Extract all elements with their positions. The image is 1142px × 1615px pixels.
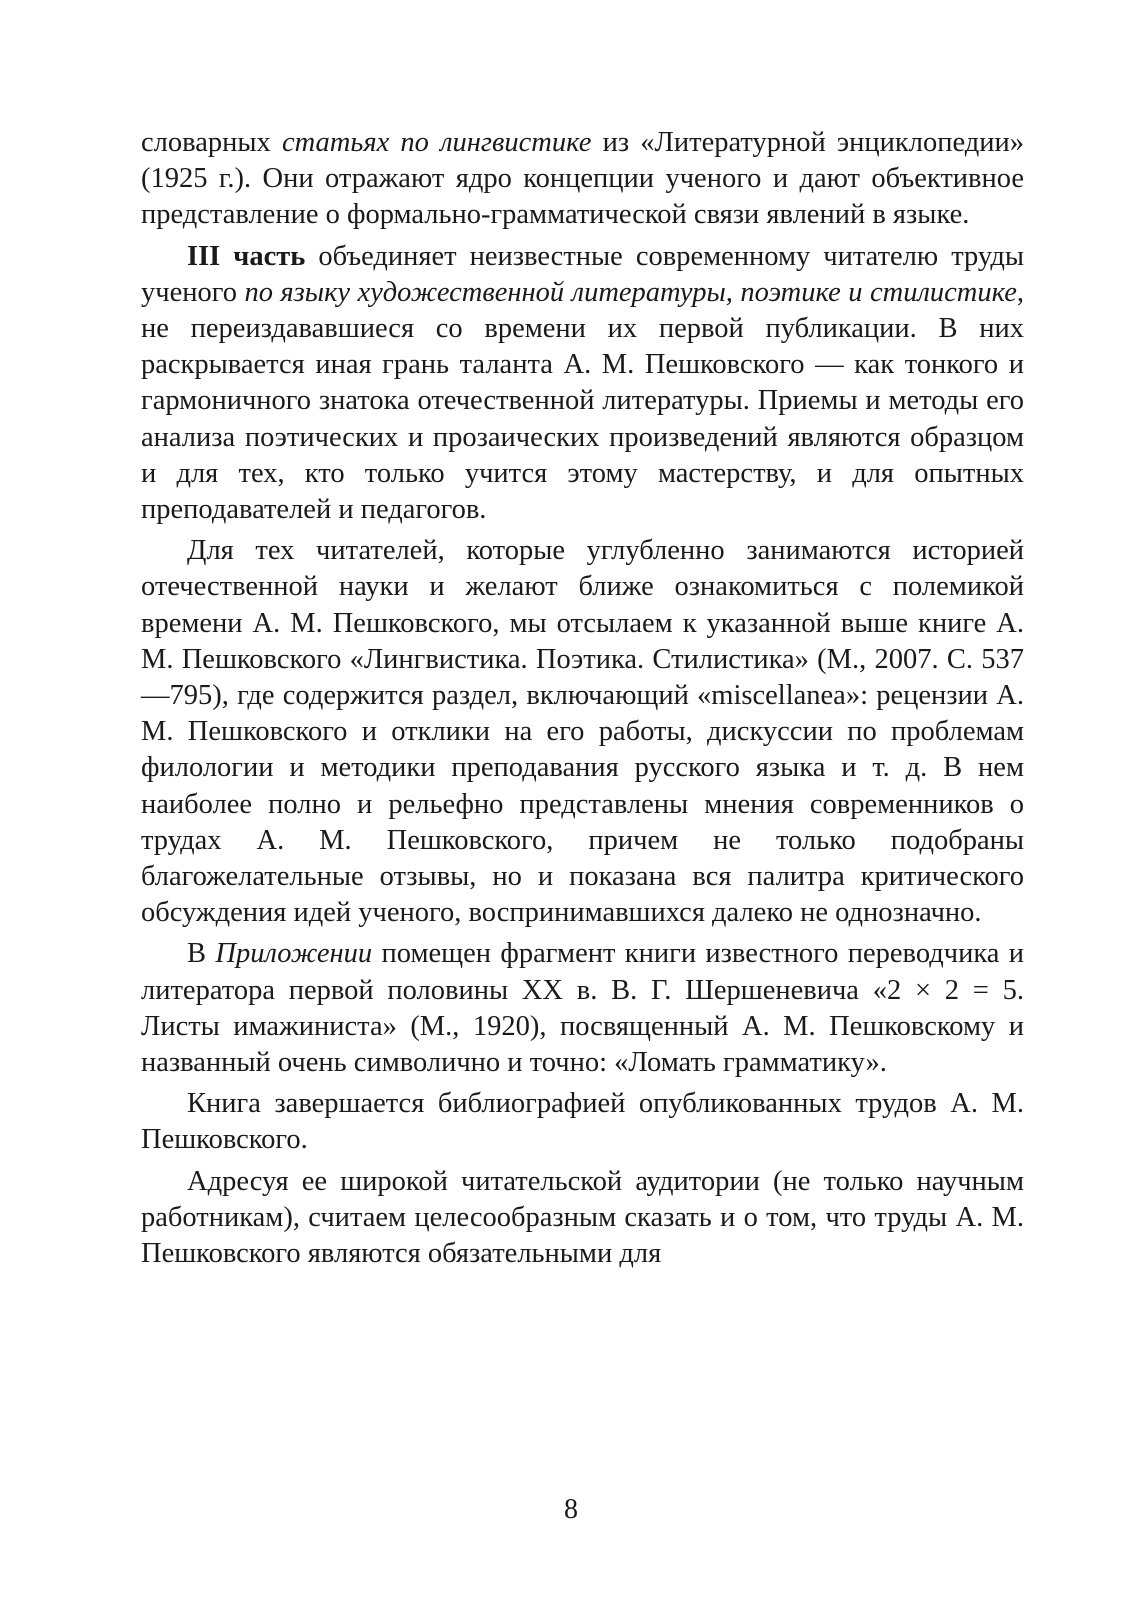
paragraph	[141, 1164, 1024, 1273]
italic-text: по языку художественной литературы, поэтике и стилистике	[244, 276, 1017, 308]
text-run: В	[187, 938, 216, 970]
bold-text: III часть	[187, 240, 306, 272]
text-run: объединяет неизвестные современному читателю труды ученого	[141, 240, 1024, 308]
paragraph	[141, 239, 1024, 529]
text-run: из «Литературной энциклопедии» (1925 г.). Они отражают ядро концепции ученого и дают объективное представление о формально-грамматической связи явлений в языке.	[141, 127, 1025, 231]
paragraph	[141, 936, 1024, 1081]
text-run: словарных	[141, 127, 282, 158]
italic-text: Приложении	[215, 938, 373, 970]
paragraph	[141, 125, 1024, 234]
text-run: Книга завершается библиографией опубликованных трудов А. М. Пешковского.	[141, 1088, 1024, 1156]
paragraph	[141, 1086, 1024, 1158]
text-run: помещен фрагмент книги известного переводчика и литератора первой половины XX в. В. Г. Шершеневича «2 × 2 = 5. Листы имажиниста» (М., 1920), посвященный А. М. Пешковскому и названный очень символично и точно: «Ломать грамматику».	[141, 938, 1024, 1079]
italic-text: статьях по лингвистике	[281, 127, 592, 158]
text-run: , не переиздававшиеся со времени их первой публикации. В них раскрывается иная грань таланта А. М. Пешковского — как тонкого и гармоничного знатока отечественной литературы. Приемы и методы его анализа поэтических и прозаических произведений являются образцом и для тех, кто только учится этому мастерству, и для опытных преподавателей и педагогов.	[141, 276, 1025, 526]
text-run: Адресуя ее широкой читательской аудитории (не только научным работникам), считаем целесообразным сказать и о том, что труды А. М. Пешковского являются обязательными для	[141, 1165, 1024, 1270]
paragraph	[141, 533, 1024, 931]
body-text	[141, 125, 1024, 1277]
page-number: 8	[564, 1494, 578, 1525]
text-run: Для тех читателей, которые углубленно занимаются историей отечественной науки и желают ближе ознакомиться с полемикой времени А. М. Пешковского, мы отсылаем к указанной выше книге А. М. Пешковского «Лингвистика. Поэтика. Стилистика» (М., 2007. С. 537—795), где содержится раздел, включающий «miscellanea»: рецензии А. М. Пешковского и отклики на его работы, дискуссии по проблемам филологии и методики преподавания русского языка и т. д. В нем наиболее полно и рельефно представлены мнения современников о трудах А. М. Пешковского, причем не только подобраны благожелательные отзывы, но и показана вся палитра критического обсуждения идей ученого, воспринимавшихся далеко не однозначно.	[141, 535, 1024, 929]
